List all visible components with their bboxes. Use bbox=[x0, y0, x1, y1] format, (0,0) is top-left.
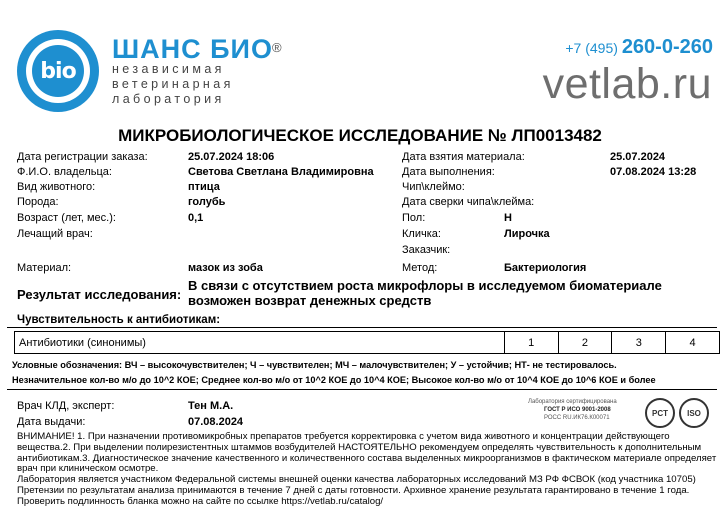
field-label: Вид животного: bbox=[17, 181, 96, 193]
note-line: вещества.2. При выделении полирезистентных штаммов возбудителей НАСТОЯТЕЛЬНО рекомендуем определять чувствительность к дополнительным bbox=[17, 441, 702, 453]
logo bbox=[17, 30, 99, 112]
material-value: мазок из зоба bbox=[188, 262, 263, 274]
legend-line-2: Незначительное кол-во м/о до 10^2 КОЕ; Среднее кол-во м/о от 10^2 КОЕ до 10^4 КОЕ; Высокое кол-во м/о от 10^4 КОЕ до 10^6 КОЕ и более bbox=[12, 375, 656, 385]
phone-number: 260-0-260 bbox=[621, 36, 713, 58]
legend-line-1: Условные обозначения: ВЧ – высокочувствителен; Ч – чувствителен; МЧ – малочувствителен; У – устойчив; НТ- не тестировалось. bbox=[12, 360, 617, 370]
doctor-label: Врач КЛД, эксперт: bbox=[17, 400, 115, 412]
note-line: ВНИМАНИЕ! 1. При назначении противомикробных препаратов требуется корректировка с учетом вида животного и концентрации действующего bbox=[17, 431, 670, 442]
result-label: Результат исследования: bbox=[17, 287, 182, 302]
method-label: Метод: bbox=[402, 262, 438, 274]
note-line: Претензии по результатам анализа принимаются в течение 7 дней с даты готовности. Архивное хранение результата гарантировано в течение 1 года. bbox=[17, 484, 690, 496]
cert-text-1: Лаборатория сертифицирована bbox=[528, 399, 617, 405]
field-label: Ф.И.О. владельца: bbox=[17, 166, 112, 178]
issue-date-value: 07.08.2024 bbox=[188, 416, 244, 428]
logo-text: bio bbox=[40, 58, 76, 84]
iso-stamp-icon: ISO bbox=[679, 398, 709, 428]
brand-name: ШАНС БИО bbox=[112, 34, 273, 64]
field-value: птица bbox=[188, 181, 220, 193]
antibiotics-table bbox=[14, 331, 720, 354]
field-value: Лирочка bbox=[504, 228, 550, 240]
divider bbox=[7, 389, 717, 390]
issue-date-label: Дата выдачи: bbox=[17, 416, 86, 428]
field-label: Чип\клеймо: bbox=[402, 181, 465, 193]
table-row-label: Антибиотики (синонимы) bbox=[15, 332, 505, 354]
tagline-line-3: лаборатория bbox=[112, 92, 225, 106]
doctor-value: Тен М.А. bbox=[188, 400, 234, 412]
field-label: Лечащий врач: bbox=[17, 228, 93, 240]
note-line: Проверить подлинность бланка можно на сайте по ссылке https://vetlab.ru/catalog/ bbox=[17, 495, 384, 507]
field-label: Дата выполнения: bbox=[402, 166, 495, 178]
column-header: 1 bbox=[504, 332, 558, 354]
table-row bbox=[15, 332, 720, 354]
cert-text-3: РОСС RU.ИК76.К00071 bbox=[544, 415, 610, 421]
document-title: МИКРОБИОЛОГИЧЕСКОЕ ИССЛЕДОВАНИЕ № ЛП0013482 bbox=[118, 126, 602, 145]
field-value: голубь bbox=[188, 196, 226, 208]
divider bbox=[7, 327, 717, 328]
field-label: Пол: bbox=[402, 212, 426, 224]
field-label: Кличка: bbox=[402, 228, 441, 240]
registered-mark: ® bbox=[272, 40, 282, 55]
method-value: Бактериология bbox=[504, 262, 587, 274]
notes bbox=[17, 432, 717, 508]
column-header: 4 bbox=[666, 332, 720, 354]
field-value: 25.07.2024 bbox=[610, 151, 666, 163]
material-label: Материал: bbox=[17, 262, 72, 274]
site-url: vetlab.ru bbox=[542, 60, 712, 108]
phone: +7 (495) 260-0-260 bbox=[565, 36, 713, 58]
pct-stamp-icon: PCT bbox=[645, 398, 675, 428]
field-value: Н bbox=[504, 212, 512, 224]
cert-text-2: ГОСТ Р ИСО 9001-2008 bbox=[544, 407, 611, 413]
field-value: 25.07.2024 18:06 bbox=[188, 151, 275, 163]
tagline-line-1: независимая bbox=[112, 62, 225, 76]
sensitivity-title: Чувствительность к антибиотикам: bbox=[17, 314, 221, 326]
field-value: 07.08.2024 13:28 bbox=[610, 166, 697, 178]
field-label: Заказчик: bbox=[402, 244, 451, 256]
note-line: антибиотикам.3. Диагностическое значение качественного и количественного состава выделенных микроорганизмов в фактическом материале определяет bbox=[17, 452, 717, 464]
tagline-line-2: ветеринарная bbox=[112, 77, 234, 91]
field-label: Порода: bbox=[17, 196, 59, 208]
field-value: Светова Светлана Владимировна bbox=[188, 166, 374, 178]
note-line: Лаборатория является участником Федеральной системы внешней оценки качества лабораторных исследований МЗ РФ ФСВОК (код участника 10705) bbox=[17, 474, 696, 486]
field-label: Дата взятия материала: bbox=[402, 151, 525, 163]
field-label: Дата регистрации заказа: bbox=[17, 151, 148, 163]
note-line: врач при клиническом осмотре. bbox=[17, 463, 159, 475]
column-header: 2 bbox=[558, 332, 612, 354]
field-value: 0,1 bbox=[188, 212, 204, 224]
result-text: В связи с отсутствием роста микрофлоры в исследуемом биоматериале возможен возврат денежных средств bbox=[188, 278, 662, 308]
field-label: Возраст (лет, мес.): bbox=[17, 212, 116, 224]
field-label: Дата сверки чипа\клейма: bbox=[402, 196, 535, 208]
column-header: 3 bbox=[612, 332, 666, 354]
